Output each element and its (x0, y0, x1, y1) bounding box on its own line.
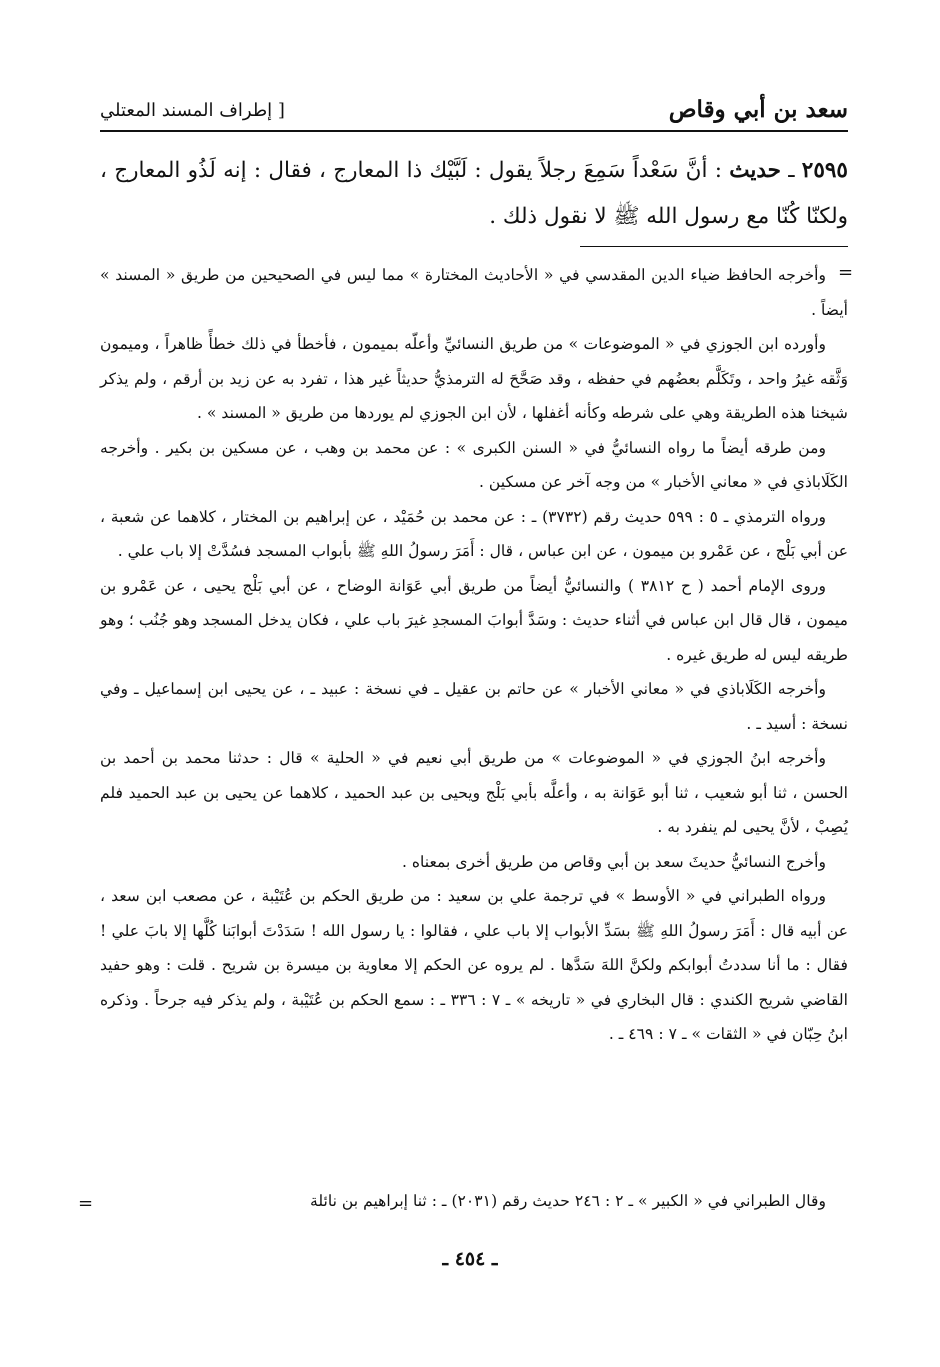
hadith-body: : أنَّ سَعْداً سَمِعَ رجلاً يقول : لَبَّيْك ذا المعارج ، فقال : إنه لَذُو المعارج ، ولكنّا كُنّا مع رسول الله ﷺ لا نقول ذلك . (100, 158, 848, 229)
footnote-paragraph: وأخرجه الكَلَاباذي في « معاني الأخبار » عن حاتم بن عقيل ـ في نسخة : عبيد ـ ، عن يحيى ابن إسماعيل ـ وفي نسخة : أسيد ـ . (100, 680, 848, 733)
continuation-mark: = (838, 262, 854, 283)
header-title: سعد بن أبي وقاص (668, 96, 848, 123)
footnote-paragraph: وأخرجه ابنُ الجوزي في « الموضوعات » من طريق أبي نعيم في « الحلية » قال : حدثنا محمد بن أحمد بن الحسن ، ثنا أبو شعيب ، ثنا أبو عَوَانة به ، وأعلَّه بأبي بَلْج ويحيى بن عبد الحميد ، كلاهما عن يحيى بن عبد الحميد فلم يُصِبْ ، لأنَّ يحيى لم ينفرد به . (100, 749, 848, 836)
footnote-paragraph: ومن طرقه أيضاً ما رواه النسائيُّ في « السنن الكبرى » : عن محمد بن وهب ، عن مسكين بن بكير . وأخرجه الكَلَاباذي في « معاني الأخبار » من وجه آخر عن مسكين . (100, 438, 848, 491)
hadith-text (100, 148, 848, 240)
footnote-last-line: وقال الطبراني في « الكبير » ـ ٢ : ٢٤٦ حديث رقم (٢٠٣١) ـ : ثنا إبراهيم بن نائلة (310, 1192, 826, 1210)
footnote-paragraph: ورواه الترمذي ـ ٥ : ٥٩٩ حديث رقم (٣٧٣٢) ـ : عن محمد بن حُمَيْد ، عن إبراهيم بن المختار ، كلاهما عن شعبة ، عن أبي بَلْج ، عن عَمْرو بن ميمون ، عن ابن عباس ، قال : أَمَرَ رسولُ اللهِ ﷺ بأبواب المسجد فسُدَّتْ إلا باب علي . (100, 507, 848, 560)
page-header (100, 96, 848, 130)
header-divider (100, 130, 848, 132)
footnote-divider (580, 246, 848, 247)
page-number: ـ ٤٥٤ ـ (442, 1248, 498, 1270)
hadith-number: ٢٥٩٥ (801, 158, 848, 183)
hadith-label: حديث (729, 158, 781, 183)
footnotes (100, 258, 848, 1052)
footnote-paragraph: وروى الإمام أحمد ( ح ٣٨١٢ ) والنسائيُّ أيضاً من طريق أبي عَوَانة الوضاح ، عن أبي بَلْج يحيى ، عن عَمْرو بن ميمون ، قال قال ابن عباس في أثناء حديث : وسَدَّ أبوابَ المسجدِ غيرَ باب علي ، فكان يدخل المسجد وهو جُنُب ؛ وهو طريقه ليس له طريق غيره . (100, 576, 848, 664)
footnote-paragraph: ورواه الطبراني في « الأوسط » في ترجمة علي بن سعيد : من طريق الحكم بن عُتَيْبة ، عن مصعب ابن سعد ، عن أبيه قال : أَمَرَ رسولُ اللهِ ﷺ بسَدِّ الأبواب إلا باب علي ، فقالوا : يا رسول الله ! سَدَدْتَ أبوابَنا كُلَّها إلا بابَ علي ! فقال : ما أنا سددتُ أبوابكم ولكنَّ اللهَ سَدَّها . لم يروه عن الحكم إلا معاوية بن ميسرة بن شريح . قلت : وهو حفيد القاضي شريح الكندي : قال البخاري في « تاريخه » ـ ٧ : ٣٣٦ ـ : سمع الحكم بن عُتَيْبة ، ولم يذكر فيه جرحاً . وذكره ابنُ حِبّان في « الثقات » ـ ٧ : ٤٦٩ ـ . (100, 887, 848, 1043)
header-book-title: [ إطراف المسند المعتلي (100, 100, 285, 121)
footnote-paragraph: وأورده ابن الجوزي في « الموضوعات » من طريق النسائيِّ وأعلّه بميمون ، فأخطأ في ذلك خطأً ظاهراً ، وميمون وَثَّقه غيرُ واحد ، وتَكَلَّم بعضُهم في حفظه ، وقد صَحَّحَ له الترمذيُّ حديثاً غير هذا ، تفرد به عن زيد بن أرقم ، ولم يذكر شيخنا هذه الطريقة وهي على شرطه وكأنه أغفلها ، لأن ابن الجوزي لم يوردها من طريق « المسند » . (100, 335, 848, 422)
footnote-paragraph: وأخرجه الحافظ ضياء الدين المقدسي في « الأحاديث المختارة » مما ليس في الصحيحين من طريق « المسند » أيضاً . (100, 266, 848, 319)
footnote-paragraph: وأخرج النسائيُّ حديثَ سعد بن أبي وقاص من طريق أخرى بمعناه . (401, 852, 826, 871)
continuation-end-mark: = (78, 1193, 94, 1214)
hadith-dash: ـ (788, 158, 795, 183)
